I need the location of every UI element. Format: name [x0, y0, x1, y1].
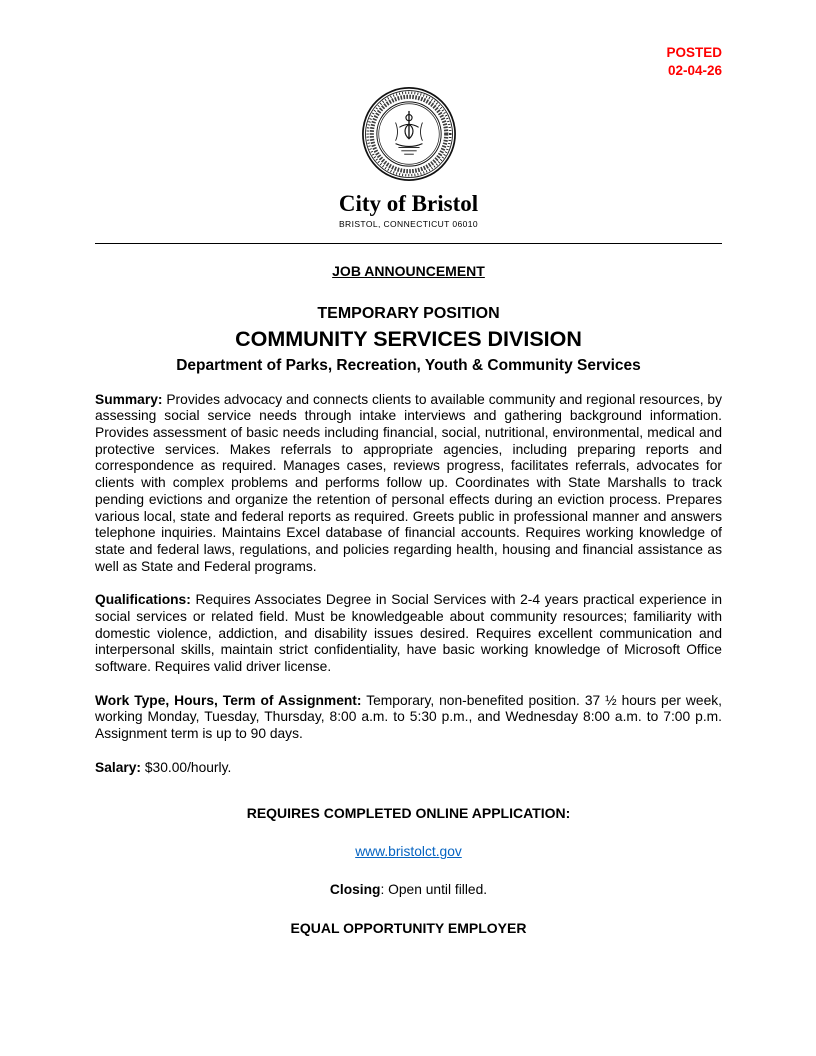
- department-title: Department of Parks, Recreation, Youth & Community Services: [176, 356, 641, 374]
- divider-line: [95, 243, 722, 244]
- closing-row: [95, 882, 722, 897]
- work-type-label: Work Type, Hours, Term of Assignment:: [95, 692, 362, 708]
- summary-label: Summary:: [95, 391, 163, 407]
- online-application-heading: REQUIRES COMPLETED ONLINE APPLICATION:: [246, 805, 571, 822]
- qualifications-text: Requires Associates Degree in Social Services with 2-4 years practical experience in social services or related field. Must be knowledgeable about community resources; familiarity with domestic violence, addiction, and disability issues desired. Requires excellent communication and interpersonal skills, maintain strict confidentiality, have basic working knowledge of Microsoft Office software. Requires valid driver license.: [95, 592, 722, 675]
- salary-label: Salary:: [95, 759, 142, 775]
- salary-text: $30.00/hourly.: [141, 759, 232, 775]
- summary-paragraph: [95, 392, 722, 576]
- closing-label: Closing: [329, 882, 381, 898]
- posted-date: 02-04-26: [667, 63, 722, 79]
- eoe-heading: EQUAL OPPORTUNITY EMPLOYER: [290, 920, 527, 937]
- summary-text: Provides advocacy and connects clients to available community and regional resources, by assessing social service needs through intake interviews and gathering background information. Provides assessment of basic needs including financial, social, nutritional, environmental, medical and protective services. Makes referrals to appropriate agencies, including preparing reports and correspondence as required. Manages cases, reviews progress, facilitates referrals, advocates for clients with complex problems and performs follow up. Coordinates with State Marshalls to track pending evictions and organize the retention of personal effects during an eviction process. Prepares various local, state and federal reports as required. Greets public in professional manner and answers telephone inquiries. Maintains Excel database of financial accounts. Requires working knowledge of state and federal laws, regulations, and policies regarding health, housing and financial assistance as well as State and Federal programs.: [95, 391, 722, 574]
- work-type-paragraph: [95, 693, 722, 743]
- posted-stamp: [95, 44, 722, 80]
- city-address: BRISTOL, CONNECTICUT 06010: [338, 218, 479, 229]
- qualifications-label: Qualifications:: [95, 592, 191, 608]
- city-name: City of Bristol: [338, 191, 479, 217]
- closing-text: : Open until filled.: [380, 882, 488, 898]
- footer-block: [95, 805, 722, 936]
- website-row: [95, 844, 722, 859]
- job-announcement-title: JOB ANNOUNCEMENT: [332, 262, 485, 279]
- division-title: COMMUNITY SERVICES DIVISION: [235, 326, 582, 351]
- position-type-title: TEMPORARY POSITION: [317, 304, 500, 322]
- posted-label: POSTED: [666, 45, 722, 60]
- letterhead: [95, 84, 722, 228]
- website-link[interactable]: www.bristolct.gov: [355, 844, 462, 860]
- city-seal-icon: [361, 86, 457, 182]
- salary-paragraph: [95, 760, 722, 777]
- work-type-text: Temporary, non-benefited position. 37 ½ hours per week, working Monday, Tuesday, Thursday, 8:00 a.m. to 5:30 p.m., and Wednesday 8:00 a.m. to 7:00 p.m. Assignment term is up to 90 days.: [95, 692, 722, 742]
- qualifications-paragraph: [95, 592, 722, 675]
